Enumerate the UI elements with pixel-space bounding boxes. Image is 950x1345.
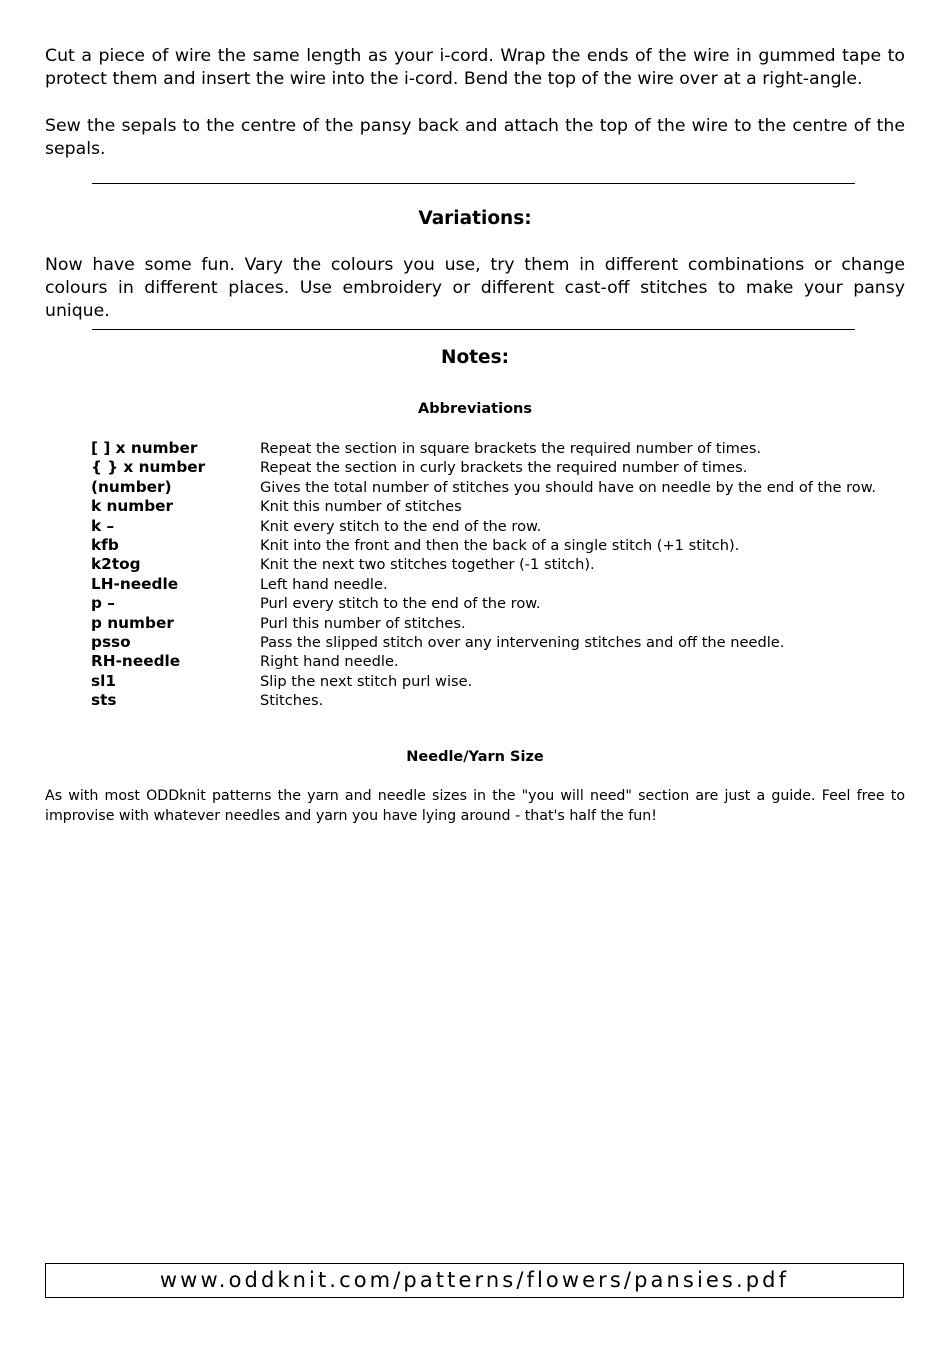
- abbreviation-definition: Knit into the front and then the back of a single stitch (+1 stitch).: [260, 536, 740, 554]
- abbreviation-definition: Slip the next stitch purl wise.: [260, 672, 473, 690]
- abbreviation-row: [91, 633, 891, 652]
- abbreviation-term: k number: [91, 497, 174, 516]
- abbreviation-row: [91, 497, 891, 516]
- abbreviation-term: [ ] x number: [91, 439, 198, 457]
- abbreviation-row: [91, 614, 891, 633]
- abbreviation-row: [91, 575, 891, 594]
- abbreviation-row: [91, 555, 891, 574]
- abbreviation-term: kfb: [91, 535, 119, 554]
- abbreviation-term: (number): [91, 477, 172, 496]
- abbreviation-row: [91, 517, 891, 536]
- abbreviation-term: sl1: [91, 671, 116, 690]
- abbreviation-row: [91, 458, 891, 477]
- sepals-instructions: Sew the sepals to the centre of the pansy back and attach the top of the wire to the centre of the sepals.: [45, 116, 905, 159]
- abbreviation-term: k2tog: [91, 555, 141, 574]
- abbreviation-term: { } x number: [91, 458, 206, 477]
- footer-url: www.oddknit.com/patterns/flowers/pansies.pdf: [45, 1263, 904, 1298]
- abbreviation-definition: Gives the total number of stitches you should have on needle by the end of the row.: [260, 478, 876, 496]
- notes-heading: Notes:: [441, 347, 509, 368]
- abbreviation-row: [91, 536, 891, 555]
- divider: [92, 183, 855, 184]
- abbreviation-definition: Repeat the section in curly brackets the required number of times.: [260, 459, 748, 477]
- needle-yarn-heading: Needle/Yarn Size: [406, 749, 544, 765]
- abbreviations-list: [91, 439, 891, 710]
- abbreviation-term: RH-needle: [91, 652, 181, 671]
- divider: [92, 329, 855, 330]
- abbreviations-heading: Abbreviations: [418, 401, 532, 417]
- abbreviation-definition: Right hand needle.: [260, 653, 399, 671]
- needle-yarn-text: As with most ODDknit patterns the yarn and needle sizes in the "you will need" section are just a guide. Feel free to improvise with whatever needles and yarn you have lying around - that's half the fun!: [45, 788, 905, 824]
- abbreviation-term: LH-needle: [91, 574, 179, 593]
- abbreviation-definition: Pass the slipped stitch over any intervening stitches and off the needle.: [260, 633, 785, 651]
- variations-heading: Variations:: [418, 208, 532, 229]
- abbreviation-row: [91, 478, 891, 497]
- variations-text: Now have some fun. Vary the colours you use, try them in different combinations or change colours in different places. Use embroidery or different cast-off stitches to make your pansy unique.: [45, 255, 905, 321]
- abbreviation-row: [91, 691, 891, 710]
- abbreviation-definition: Repeat the section in square brackets the required number of times.: [260, 440, 762, 457]
- abbreviation-definition: Stitches.: [260, 692, 324, 710]
- abbreviation-term: psso: [91, 632, 131, 651]
- abbreviation-row: [91, 652, 891, 671]
- abbreviation-row: [91, 594, 891, 613]
- abbreviation-definition: Purl every stitch to the end of the row.: [260, 595, 541, 613]
- abbreviation-row: [91, 672, 891, 691]
- abbreviation-definition: Purl this number of stitches.: [260, 614, 466, 632]
- abbreviation-definition: Knit every stitch to the end of the row.: [260, 517, 542, 535]
- abbreviation-term: sts: [91, 691, 117, 710]
- abbreviation-term: p number: [91, 613, 174, 632]
- abbreviation-definition: Left hand needle.: [260, 575, 388, 593]
- abbreviation-definition: Knit this number of stitches: [260, 498, 462, 516]
- abbreviation-term: k –: [91, 516, 115, 535]
- wire-instructions: Cut a piece of wire the same length as your i-cord. Wrap the ends of the wire in gummed tape to protect them and insert the wire into the i-cord. Bend the top of the wire over at a right-angle.: [45, 46, 905, 89]
- abbreviation-definition: Knit the next two stitches together (-1 stitch).: [260, 556, 595, 574]
- abbreviation-term: p –: [91, 594, 115, 613]
- abbreviation-row: [91, 439, 891, 458]
